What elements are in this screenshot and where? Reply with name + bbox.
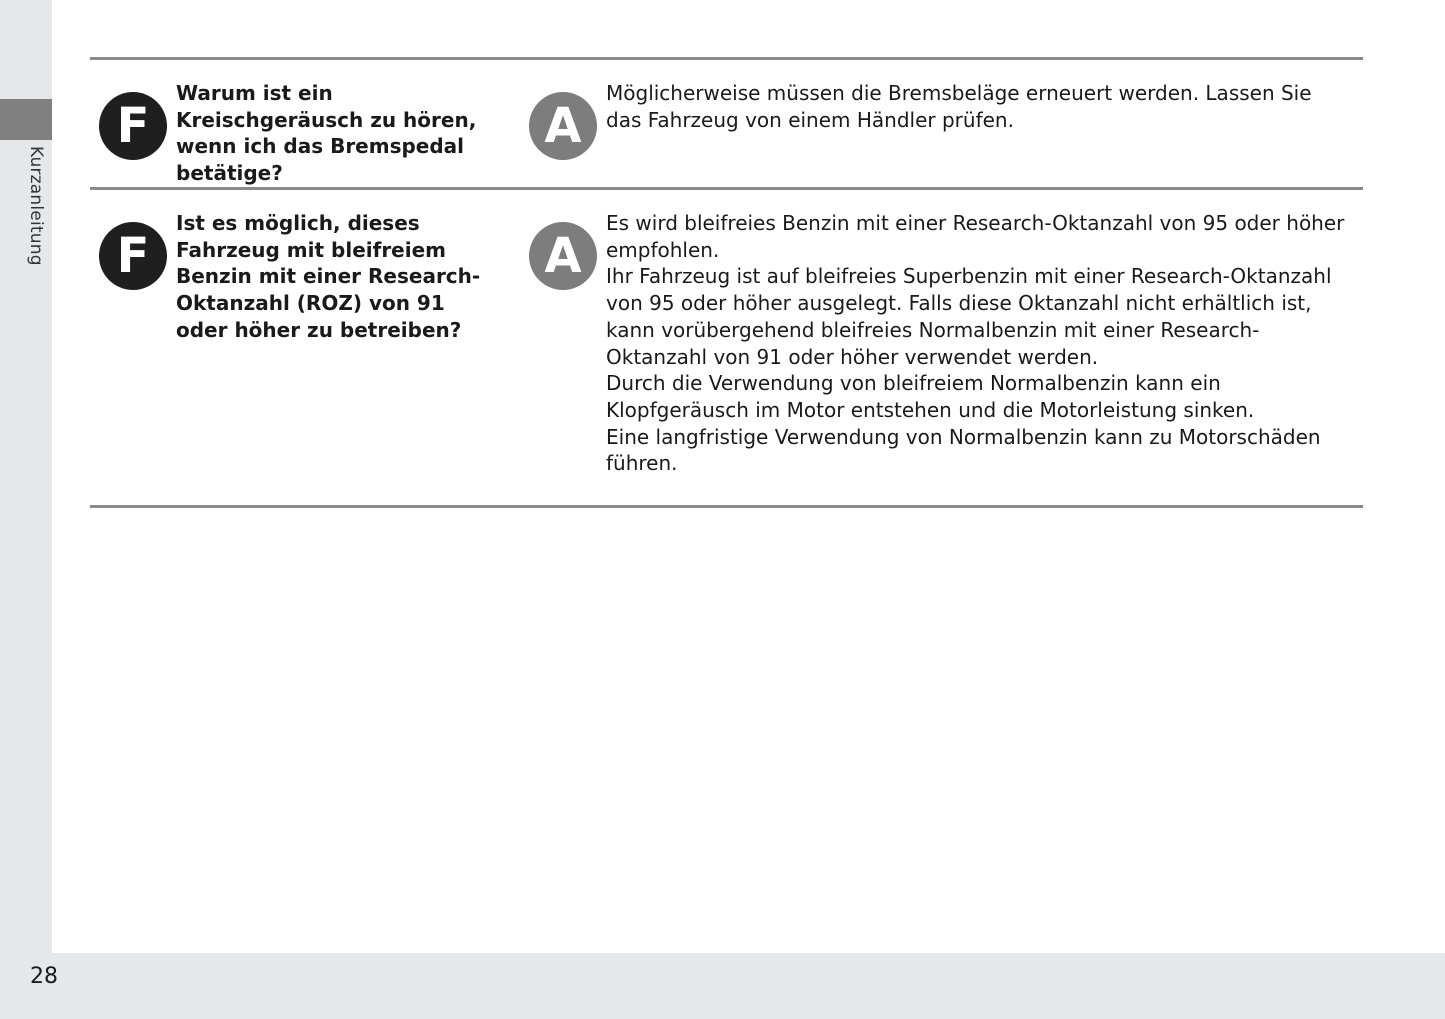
answer-badge-2: A	[529, 222, 597, 290]
divider-top	[90, 57, 1363, 60]
question-badge-1: F	[99, 92, 167, 160]
answer-2-paragraph-4: Eine langfristige Verwendung von Normalbenzin kann zu Motorschäden führen.	[606, 424, 1321, 476]
answer-2	[606, 210, 1351, 477]
answer-2-paragraph-1: Es wird bleifreies Benzin mit einer Research-Oktanzahl von 95 oder höher empfohlen.	[606, 211, 1345, 262]
section-tab-marker	[0, 99, 52, 140]
answer-badge-1: A	[529, 92, 597, 160]
question-badge-2: F	[99, 222, 167, 290]
divider-middle	[90, 187, 1363, 190]
question-1: Warum ist ein Kreischgeräusch zu hören, wenn ich das Bremspedal betätige?	[176, 81, 477, 186]
section-label: Kurzanleitung	[26, 146, 46, 266]
question-2: Ist es möglich, dieses Fahrzeug mit bleifreiem Benzin mit einer Research-Oktanzahl (ROZ) von 91 oder höher zu betreiben?	[176, 211, 481, 342]
divider-bottom	[90, 505, 1363, 508]
answer-2-paragraph-2: Ihr Fahrzeug ist auf bleifreies Superbenzin mit einer Research-Oktanzahl von 95 oder höher ausgelegt. Falls diese Oktanzahl nicht erhältlich ist, kann vorübergehend bleifreies Normalbenzin mit einer Research-Oktanzahl von 91 oder höher verwendet werden.	[606, 264, 1332, 369]
answer-2-paragraph-3: Durch die Verwendung von bleifreiem Normalbenzin kann ein Klopfgeräusch im Motor entstehen und die Motorleistung sinken.	[606, 371, 1255, 422]
footer-bar	[0, 953, 1445, 1019]
answer-1	[606, 80, 1351, 133]
page-number: 28	[30, 964, 58, 989]
answer-1-paragraph-1: Möglicherweise müssen die Bremsbeläge erneuert werden. Lassen Sie das Fahrzeug von einem Händler prüfen.	[606, 81, 1312, 132]
